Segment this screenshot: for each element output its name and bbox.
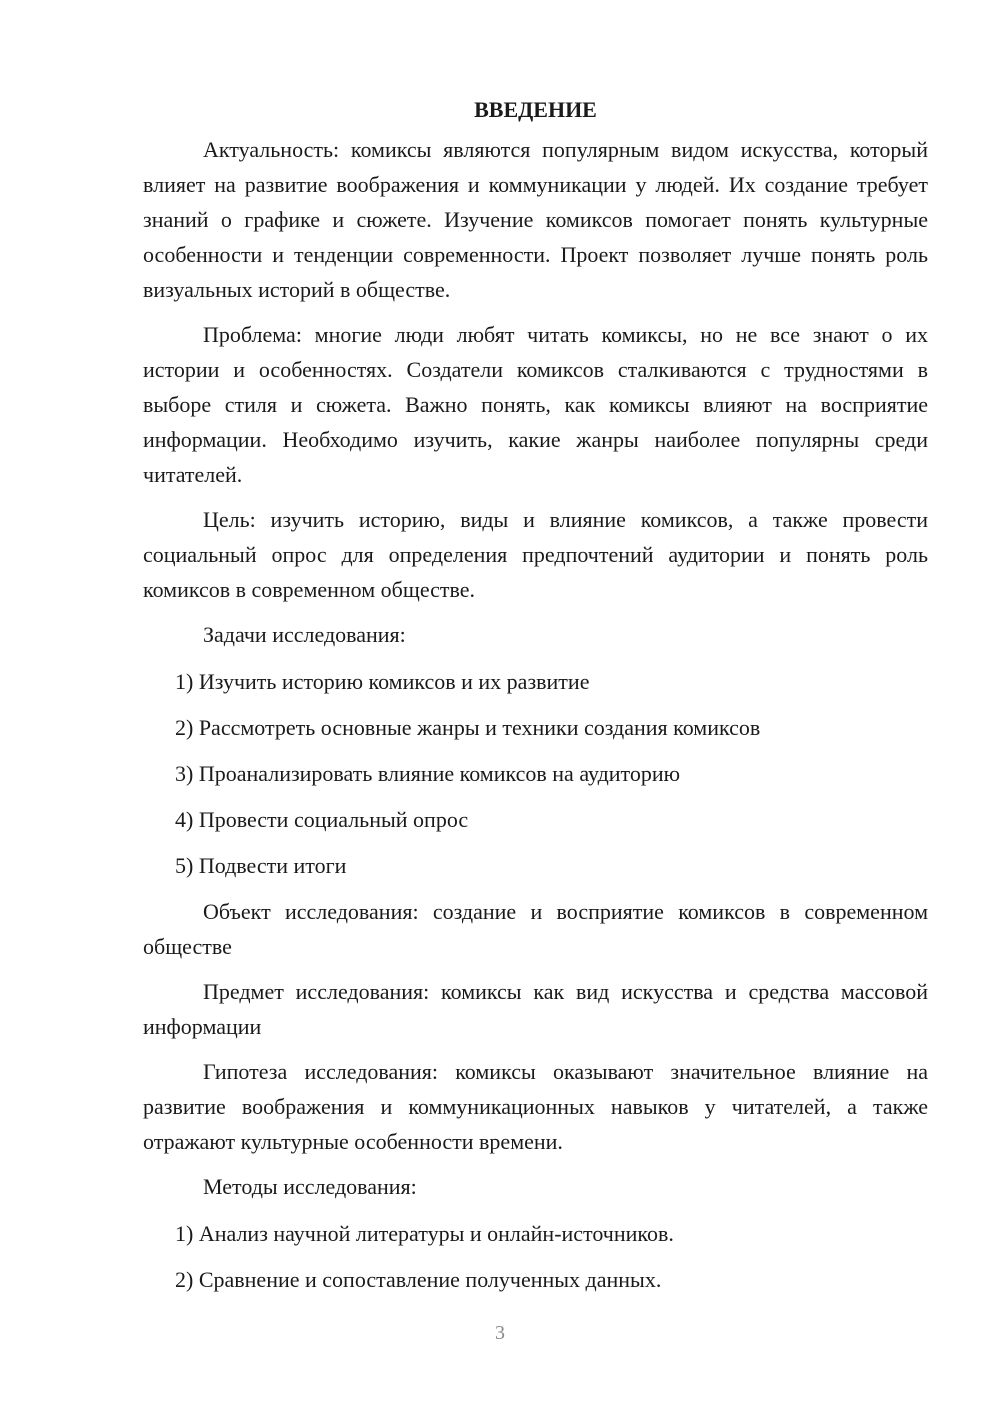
paragraph-goal: Цель: изучить историю, виды и влияние комиксов, а также провести социальный опрос для определения предпочтений аудитории и понять роль комиксов в современном обществе. <box>143 507 928 602</box>
document-page <box>143 90 928 1308</box>
paragraph-problem: Проблема: многие люди любят читать комиксы, но не все знают о их истории и особенностях. Создатели комиксов сталкиваются с трудностями в выборе стиля и сюжета. Важно понять, как комиксы влияют на восприятие информации. Необходимо изучить, какие жанры наиболее популярны среди читателей. <box>143 322 928 487</box>
paragraph-relevance: Актуальность: комиксы являются популярным видом искусства, который влияет на развитие воображения и коммуникации у людей. Их создание требует знаний о графике и сюжете. Изучение комиксов помогает понять культурные особенности и тенденции современности. Проект позволяет лучше понять роль визуальных историй в обществе. <box>143 137 928 302</box>
task-item: 1) Изучить историю комиксов и их развитие <box>175 669 590 694</box>
task-item: 5) Подвести итоги <box>175 853 347 878</box>
page-number: 3 <box>495 1322 505 1344</box>
task-item: 4) Провести социальный опрос <box>175 807 469 832</box>
paragraph-hypothesis: Гипотеза исследования: комиксы оказывают значительное влияние на развитие воображения и коммуникационных навыков у читателей, а также отражают культурные особенности времени. <box>143 1059 928 1154</box>
paragraph-subject: Предмет исследования: комиксы как вид искусства и средства массовой информации <box>143 979 928 1039</box>
task-item: 2) Рассмотреть основные жанры и техники создания комиксов <box>175 715 761 740</box>
task-item: 3) Проанализировать влияние комиксов на аудиторию <box>175 761 681 786</box>
methods-heading: Методы исследования: <box>203 1174 417 1199</box>
tasks-heading: Задачи исследования: <box>203 622 406 647</box>
method-item: 1) Анализ научной литературы и онлайн-источников. <box>175 1221 674 1246</box>
method-item: 2) Сравнение и сопоставление полученных данных. <box>175 1267 662 1292</box>
section-title: ВВЕДЕНИЕ <box>474 97 597 122</box>
paragraph-object: Объект исследования: создание и восприятие комиксов в современном обществе <box>143 899 928 959</box>
